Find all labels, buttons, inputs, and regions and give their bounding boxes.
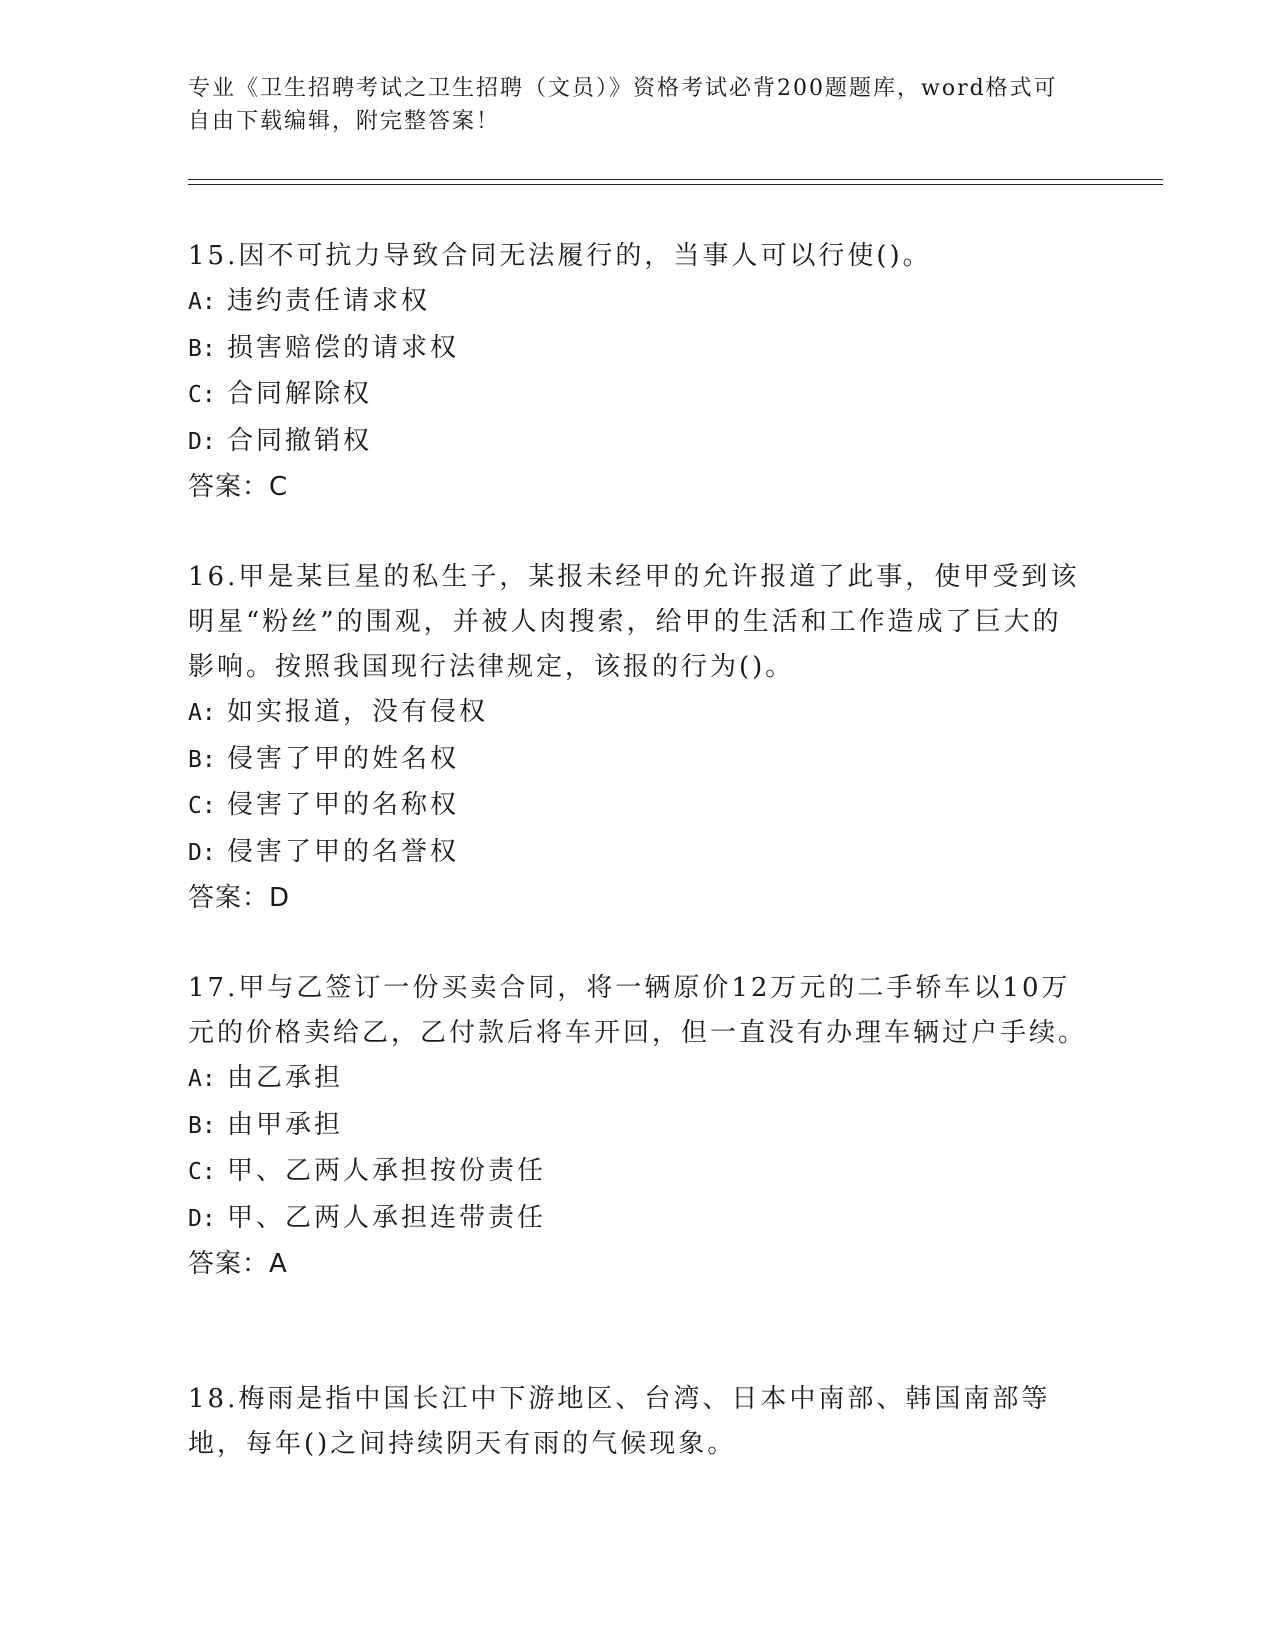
option-key: A:: [188, 700, 216, 726]
option-text: 甲、乙两人承担连带责任: [226, 1202, 546, 1233]
option-text: 合同撤销权: [226, 425, 372, 456]
option-text: 甲、乙两人承担按份责任: [226, 1156, 546, 1186]
question-16: [188, 555, 1088, 921]
option-key: D:: [188, 428, 216, 455]
option-a: [188, 1056, 1088, 1103]
option-text: 损害赔偿的请求权: [226, 332, 459, 363]
option-key: A:: [188, 1066, 216, 1092]
option-key: A:: [188, 289, 216, 315]
option-key: B:: [188, 335, 216, 362]
option-c: [188, 1149, 1088, 1196]
option-a: [188, 690, 1088, 737]
option-b: [188, 737, 1088, 784]
question-17: [188, 966, 1088, 1287]
option-text: 违约责任请求权: [226, 286, 430, 316]
option-text: 合同解除权: [226, 379, 372, 409]
header-divider-top: [188, 179, 1163, 180]
option-text: 由甲承担: [226, 1109, 343, 1140]
option-key: C:: [188, 1159, 216, 1185]
question-stem: 17.甲与乙签订一份买卖合同，将一辆原价12万元的二手轿车以10万元的价格卖给乙，乙付款后将车开回，但一直没有办理车辆过户手续。: [188, 973, 1088, 1048]
option-d: [188, 830, 1088, 877]
option-key: B:: [188, 1112, 216, 1139]
option-text: 侵害了甲的姓名权: [226, 743, 459, 774]
document-header-title: 专业《卫生招聘考试之卫生招聘（文员）》资格考试必背200题题库，word格式可自由下载编辑，附完整答案！: [188, 76, 1058, 134]
question-18: [188, 1377, 1088, 1467]
option-text: 如实报道，没有侵权: [226, 697, 488, 727]
option-a: [188, 279, 1088, 326]
option-b: [188, 326, 1088, 373]
option-key: B:: [188, 746, 216, 773]
option-c: [188, 372, 1088, 419]
answer-line: 答案：D: [188, 883, 291, 913]
option-c: [188, 783, 1088, 830]
option-text: 由乙承担: [226, 1063, 343, 1093]
header-divider-bottom: [188, 184, 1163, 185]
option-text: 侵害了甲的名誉权: [226, 836, 459, 867]
option-text: 侵害了甲的名称权: [226, 790, 459, 820]
question-stem: 15.因不可抗力导致合同无法履行的，当事人可以行使()。: [188, 241, 932, 271]
option-b: [188, 1103, 1088, 1150]
answer-line: 答案：C: [188, 472, 289, 502]
option-list: [188, 690, 1088, 876]
option-d: [188, 1196, 1088, 1243]
option-list: [188, 279, 1088, 465]
option-key: C:: [188, 382, 216, 408]
question-stem: 18.梅雨是指中国长江中下游地区、台湾、日本中南部、韩国南部等地，每年()之间持续阴天有雨的气候现象。: [188, 1384, 1051, 1459]
option-list: [188, 1056, 1088, 1242]
option-key: D:: [188, 1205, 216, 1232]
option-key: D:: [188, 839, 216, 866]
option-d: [188, 419, 1088, 466]
question-stem: 16.甲是某巨星的私生子，某报未经甲的允许报道了此事，使甲受到该明星“粉丝”的围观，并被人肉搜索，给甲的生活和工作造成了巨大的影响。按照我国现行法律规定，该报的行为()。: [188, 562, 1080, 682]
answer-line: 答案：A: [188, 1249, 288, 1279]
option-key: C:: [188, 793, 216, 819]
question-15: [188, 234, 1088, 510]
